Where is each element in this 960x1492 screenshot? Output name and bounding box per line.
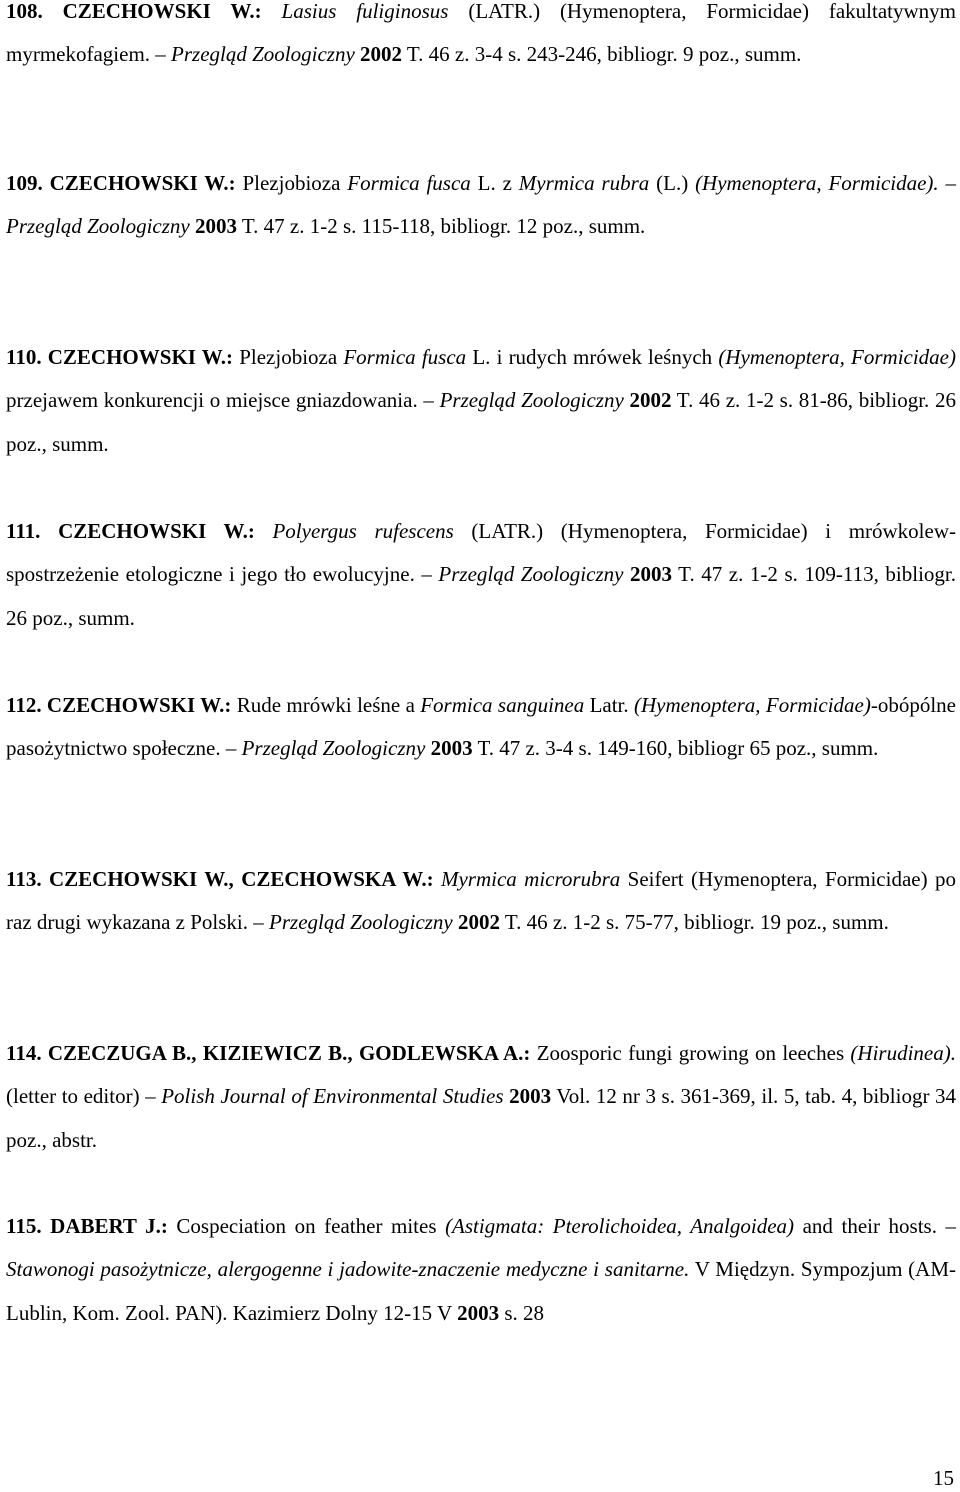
entry-text-part: T. 47 z. 3-4 s. 149-160, bibliogr 65 poz., summ. [472, 736, 879, 761]
bibliography-entry-112 [6, 684, 956, 771]
entry-text-part: T. 47 z. 1-2 s. 109-113, bibliogr. 26 poz., summ. [6, 562, 957, 630]
entry-text-part: 2002 [360, 42, 403, 67]
entry-text-part: 113. CZECHOWSKI W., CZECHOWSKA W.: [6, 867, 441, 891]
entry-text-part: Rude mrówki leśne a [236, 693, 421, 717]
entry-text-part: (L.) [649, 171, 696, 195]
bibliography-entry-108 [6, 0, 956, 77]
entry-text-part: Latr. [584, 693, 634, 717]
entry-text-part: T. 46 z. 3-4 s. 243-246, bibliogr. 9 poz., summ. [402, 42, 802, 67]
entry-text-part: Przegląd Zoologiczny [171, 42, 355, 67]
entry-text-part: 2003 [630, 562, 673, 587]
page-number: 15 [933, 1466, 954, 1490]
entry-text-part: L. z [470, 171, 519, 195]
entry-text-part: 2002 [629, 388, 672, 413]
entry-text-part: T. 46 z. 1-2 s. 75-77, bibliogr. 19 poz., summ. [500, 910, 889, 935]
entry-text-part: Formica fusca [347, 171, 471, 195]
entry-text-part: 2002 [458, 910, 501, 935]
entry-text-part: 110. CZECHOWSKI W.: [6, 345, 240, 369]
entry-text-part: (Hymenoptera, Formicidae) [718, 345, 957, 369]
entry-text-part: Formica sanguinea [420, 693, 585, 717]
entry-text-part: Przegląd Zoologiczny [241, 736, 426, 761]
bibliography-entry-113 [6, 858, 956, 945]
entry-text-part: T. 47 z. 1-2 s. 115-118, bibliogr. 12 poz., summ. [237, 214, 646, 239]
entry-text-part: (LATR.) (Hymenoptera, Formicidae) i mrówkolew-spostrzeżenie etologiczne i jego tło ewolucyjne. – [6, 519, 956, 587]
entry-text-part: 111. CZECHOWSKI W.: [6, 519, 273, 543]
entry-text-part: V Międzyn. Sympozjum (AM-Lublin, Kom. Zool. PAN). Kazimierz Dolny 12-15 V [6, 1257, 956, 1325]
entry-text-part: Cospeciation on feather mites [176, 1214, 446, 1238]
entry-text-part: -obópólne pasożytnictwo społeczne. – [6, 693, 956, 761]
entry-text-part: Stawonogi pasożytnicze, alergogenne i jadowite-znaczenie medyczne i sanitarne. [6, 1257, 690, 1282]
entry-text-part: (LATR.) (Hymenoptera, Formicidae) fakultatywnym myrmekofagiem. – [6, 0, 956, 67]
entry-text-part: Plezjobioza [242, 171, 348, 195]
entry-text-part: 108. CZECHOWSKI W.: [6, 0, 282, 23]
entry-text-part: Przegląd Zoologiczny [439, 388, 624, 413]
entry-text-part: L. i rudych mrówek leśnych [466, 345, 719, 369]
entry-text-part: Zoosporic fungi growing on leeches [536, 1041, 851, 1065]
entry-text-part: 2003 [457, 1300, 500, 1325]
entry-text-part: Myrmica rubra [518, 171, 650, 195]
entry-text-part: przejawem konkurencji o miejsce gniazdowania. – [6, 388, 440, 413]
entry-text-part: Lasius fuliginosus [281, 0, 449, 23]
entry-text-part: 109. CZECHOWSKI W.: [6, 171, 243, 195]
entry-text-part: T. 46 z. 1-2 s. 81-86, bibliogr. 26 poz., summ. [6, 388, 956, 456]
entry-text-part: Polyergus rufescens [272, 519, 454, 543]
entry-text-part: Polish Journal of Environmental Studies [161, 1084, 504, 1109]
entry-text-part: s. 28 [499, 1300, 545, 1325]
entry-text-part: (Hymenoptera, Formicidae) [633, 693, 871, 717]
entry-text-part: (Hirudinea). [850, 1041, 956, 1065]
bibliography-entry-110 [6, 336, 956, 466]
entry-text-part: Plezjobioza [239, 345, 344, 369]
bibliography-entry-109 [6, 162, 956, 249]
entry-text-part: (Hymenoptera, Formicidae). – Przegląd Zoologiczny [6, 171, 957, 239]
entry-text-part: Przegląd Zoologiczny [269, 910, 453, 935]
entry-text-part: Formica fusca [343, 345, 467, 369]
entry-text-part: Vol. 12 nr 3 s. 361-369, il. 5, tab. 4, bibliogr 34 poz., abstr. [6, 1084, 956, 1152]
entry-text-part: Seifert (Hymenoptera, Formicidae) po raz drugi wykazana z Polski. – [6, 867, 956, 935]
entry-text-part: Przegląd Zoologiczny [438, 562, 624, 587]
entry-text-part: (Astigmata: Pterolichoidea, Analgoidea) [445, 1214, 795, 1238]
entry-text-part: (letter to editor) – [6, 1084, 162, 1109]
bibliography-entry-115 [6, 1205, 956, 1335]
entry-text-part: 112. CZECHOWSKI W.: [6, 693, 237, 717]
entry-text-part: 2003 [195, 214, 237, 239]
entry-text-part: and their hosts. – [794, 1214, 957, 1238]
bibliography-entry-111 [6, 510, 956, 640]
bibliography-entry-114 [6, 1032, 956, 1162]
entry-text-part: 2003 [430, 736, 473, 761]
entry-text-part: 115. DABERT J.: [6, 1214, 177, 1238]
entry-text-part: 114. CZECZUGA B., KIZIEWICZ B., GODLEWSKA A.: [6, 1041, 537, 1065]
entry-text-part: 2003 [509, 1084, 552, 1109]
entry-text-part: Myrmica microrubra [440, 867, 621, 891]
